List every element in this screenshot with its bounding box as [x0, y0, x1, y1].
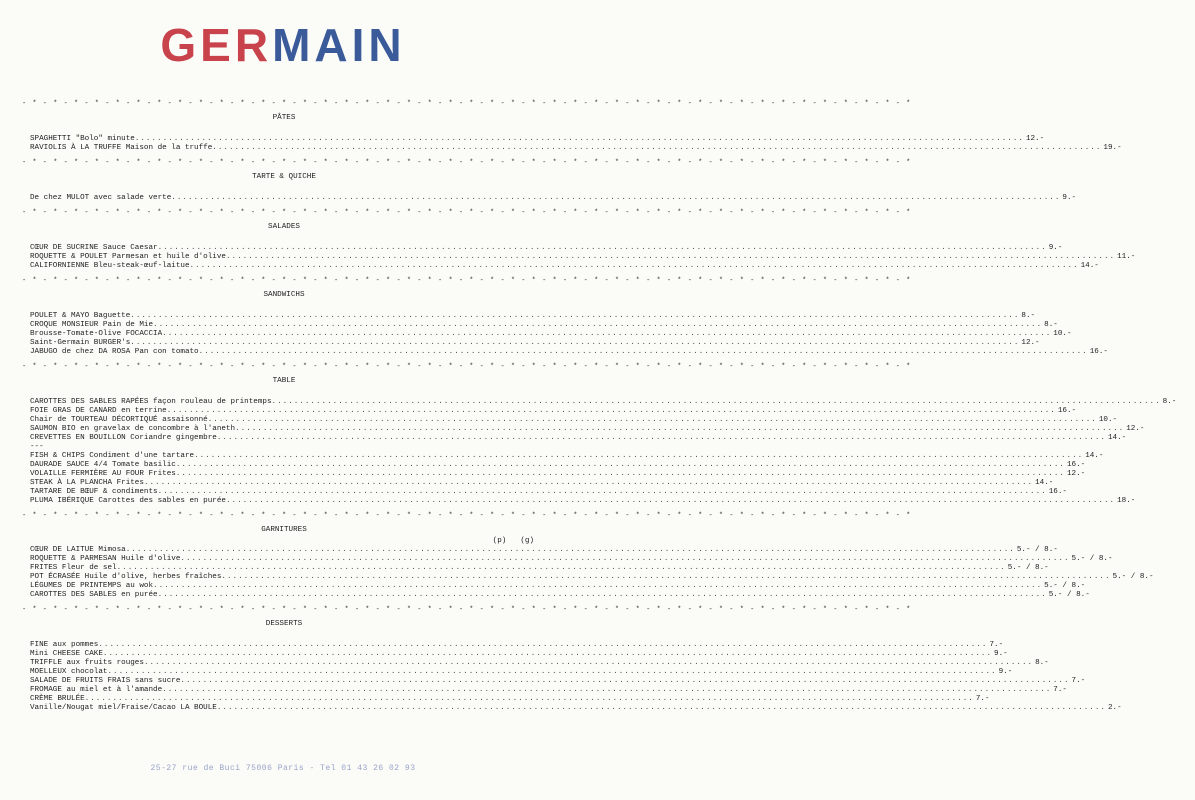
garnitures-column-headers: [24, 537, 544, 546]
menu-item-name: Vanille/Nougat miel/Fraise/Cacao LA BOULE: [30, 704, 217, 712]
menu-item-name: RAVIOLIS À LA TRUFFE Maison de la truffe: [30, 144, 213, 152]
menu-item: [30, 312, 1036, 321]
dot-leader: [103, 650, 992, 659]
logo-letter: R: [234, 19, 273, 71]
menu-item-price: 7.-: [975, 695, 990, 703]
section-title-pates: PÂTES: [272, 114, 296, 122]
menu: [22, 94, 1177, 713]
menu-item: [30, 497, 1136, 506]
menu-item: [30, 479, 1054, 488]
dot-leader: [194, 452, 1083, 461]
dot-leader: [135, 135, 1024, 144]
separator: - * - * - * - * - * - * - * - * - * - * - * - * - * - * - * - * - * - * - * - * - * - * - * - * - * - * - * - * - * - * - * - * - * - * - * - * - * - * - * - * - * - * - *: [22, 277, 912, 285]
menu-item-price: 12.-: [1025, 135, 1045, 143]
menu-item-name: STEAK À LA PLANCHA Frites: [30, 479, 144, 487]
dot-leader: [107, 668, 996, 677]
dot-leader: [180, 555, 1069, 564]
menu-item-name: CALIFORNIENNE Bleu-steak-œuf-laitue: [30, 262, 190, 270]
menu-item-name: Brousse-Tomate-Olive FOCACCIA: [30, 330, 163, 338]
dot-leader: [144, 479, 1033, 488]
separator: - * - * - * - * - * - * - * - * - * - * - * - * - * - * - * - * - * - * - * - * - * - * - * - * - * - * - * - * - * - * - * - * - * - * - * - * - * - * - * - * - * - * - *: [22, 512, 912, 520]
menu-item-name: FINE aux pommes: [30, 641, 99, 649]
menu-item: [30, 321, 1058, 330]
menu-item: [30, 470, 1086, 479]
menu-item-price: 8.-: [1021, 312, 1036, 320]
dot-leader: [226, 253, 1115, 262]
section-desserts: [24, 641, 1122, 713]
dot-leader: [190, 262, 1079, 271]
logo-letter: N: [368, 19, 406, 71]
menu-item-name: Mini CHEESE CAKE: [30, 650, 103, 658]
menu-item-price: 7.-: [989, 641, 1004, 649]
dot-leader: [272, 398, 1161, 407]
dot-leader: [226, 497, 1115, 506]
menu-item: [30, 704, 1122, 713]
menu-item-price: 10.-: [1053, 330, 1072, 338]
menu-item-name: FISH & CHIPS Condiment d'une tartare: [30, 452, 195, 460]
menu-item-name: JABUGO de chez DA ROSA Pan con tomato: [30, 348, 199, 356]
menu-item: [30, 262, 1099, 271]
menu-item-price: 10.-: [1098, 416, 1118, 424]
dot-leader: [126, 546, 1015, 555]
menu-item: [30, 452, 1104, 461]
menu-item: [30, 582, 1086, 591]
column-header-petit: (p): [492, 537, 507, 545]
menu-item-price: 14.-: [1107, 434, 1127, 442]
menu-item-name: SALADE DE FRUITS FRAIS sans sucre: [30, 677, 181, 685]
dot-leader: [180, 677, 1069, 686]
menu-item: [30, 416, 1118, 425]
menu-item-name: FROMAGE au miel et à l'amande: [30, 686, 163, 694]
menu-item: [30, 668, 1013, 677]
dot-leader: [167, 407, 1056, 416]
menu-item-name: LÉGUMES DE PRINTEMPS au wok: [30, 582, 154, 590]
menu-item-price: 7.-: [1053, 686, 1067, 694]
menu-item: [30, 398, 1177, 407]
separator: - * - * - * - * - * - * - * - * - * - * - * - * - * - * - * - * - * - * - * - * - * - * - * - * - * - * - * - * - * - * - * - * - * - * - * - * - * - * - * - * - * - * - *: [22, 363, 912, 371]
menu-item-price: 16.-: [1048, 488, 1067, 496]
menu-item-price: 5.- / 8.-: [1048, 591, 1090, 599]
dot-leader: [158, 488, 1047, 497]
menu-item-name: FRITES Fleur de sel: [30, 564, 117, 572]
dot-leader: [144, 659, 1033, 668]
section-title-sandwichs: SANDWICHS: [263, 291, 305, 299]
dot-leader: [176, 461, 1065, 470]
dot-leader: [221, 573, 1110, 582]
menu-item-price: 8.-: [1044, 321, 1058, 329]
dot-leader: [199, 348, 1088, 357]
menu-item: [30, 244, 1063, 253]
section-title-garnitures: GARNITURES: [261, 526, 307, 534]
dot-leader: [171, 194, 1060, 203]
menu-item-price: 7.-: [1071, 677, 1086, 685]
menu-item-name: POT ÉCRASÉE Huile d'olive, herbes fraîches: [30, 573, 222, 581]
section-table-mains: [24, 452, 1136, 506]
menu-item: [30, 695, 990, 704]
menu-item-price: 16.-: [1066, 461, 1086, 469]
dot-leader: [162, 330, 1051, 339]
dot-leader: [235, 425, 1124, 434]
section-title-salades: SALADES: [268, 223, 300, 231]
menu-item: [30, 659, 1049, 668]
section-pates: [24, 135, 1122, 153]
menu-item-price: 5.- / 8.-: [1007, 564, 1049, 572]
menu-item-price: 8.-: [1035, 659, 1049, 667]
menu-item-name: VOLAILLE FERMIÈRE AU FOUR Frites: [30, 470, 176, 478]
footer-address: 25-27 rue de Buci 75006 Paris - Tel 01 43 26 02 93: [150, 764, 416, 773]
section-table-starters: [24, 398, 1177, 443]
menu-item: [30, 641, 1004, 650]
section-title-desserts: DESSERTS: [265, 620, 303, 628]
menu-item-price: 8.-: [1162, 398, 1177, 406]
menu-item-price: 9.-: [1048, 244, 1063, 252]
menu-item-name: CROQUE MONSIEUR Pain de Mie: [30, 321, 154, 329]
menu-item: [30, 461, 1086, 470]
menu-item-price: 14.-: [1035, 479, 1054, 487]
dot-leader: [176, 470, 1065, 479]
menu-item-price: 2.-: [1107, 704, 1122, 712]
brand-logo: [0, 20, 566, 70]
section-salades: [24, 244, 1136, 271]
menu-item-name: SAUMON BIO en gravelax de concombre à l'aneth: [30, 425, 236, 433]
menu-item-name: CAROTTES DES SABLES RAPÉES façon rouleau de printemps: [30, 398, 272, 406]
menu-item-price: 5.- / 8.-: [1071, 555, 1113, 563]
menu-item-name: FOIE GRAS DE CANARD en terrine: [30, 407, 167, 415]
menu-item-price: 5.- / 8.-: [1044, 582, 1086, 590]
menu-item-price: 18.-: [1117, 497, 1136, 505]
table-divider: ---: [30, 443, 44, 451]
section-title-tarte: TARTE & QUICHE: [252, 173, 316, 181]
menu-item-price: 14.-: [1085, 452, 1104, 460]
menu-item-price: 9.-: [994, 650, 1008, 658]
menu-item-name: TRIFFLE aux fruits rouges: [30, 659, 144, 667]
menu-item-price: 12.-: [1066, 470, 1086, 478]
menu-item-price: 11.-: [1117, 253, 1136, 261]
menu-item-name: De chez MULOT avec salade verte: [30, 194, 172, 202]
menu-item-name: MOELLEUX chocolat: [30, 668, 108, 676]
dot-leader: [212, 144, 1101, 153]
menu-item: [30, 564, 1049, 573]
menu-item: [30, 253, 1136, 262]
menu-item-price: 9.-: [998, 668, 1013, 676]
menu-item: [30, 488, 1067, 497]
section-title-table: TABLE: [272, 377, 296, 385]
dot-leader: [217, 704, 1106, 713]
menu-item: [30, 135, 1045, 144]
menu-item-price: 16.-: [1057, 407, 1077, 415]
dot-leader: [158, 244, 1047, 253]
dot-leader: [130, 312, 1019, 321]
separator: - * - * - * - * - * - * - * - * - * - * - * - * - * - * - * - * - * - * - * - * - * - * - * - * - * - * - * - * - * - * - * - * - * - * - * - * - * - * - * - * - * - * - *: [22, 606, 912, 614]
dot-leader: [85, 695, 974, 704]
menu-item-price: 19.-: [1103, 144, 1122, 152]
dot-leader: [217, 434, 1106, 443]
logo-letter: I: [351, 19, 369, 71]
logo-letter: A: [314, 19, 352, 71]
section-tarte: [24, 194, 1077, 203]
menu-item: [30, 434, 1127, 443]
logo-letter: E: [200, 19, 235, 71]
menu-item-name: ROQUETTE & POULET Parmesan et huile d'olive: [30, 253, 226, 261]
dot-leader: [98, 641, 987, 650]
menu-item: [30, 144, 1122, 153]
menu-item-price: 9.-: [1062, 194, 1077, 202]
dot-leader: [117, 564, 1006, 573]
separator: - * - * - * - * - * - * - * - * - * - * - * - * - * - * - * - * - * - * - * - * - * - * - * - * - * - * - * - * - * - * - * - * - * - * - * - * - * - * - * - * - * - * - *: [22, 100, 912, 108]
menu-item: [30, 407, 1077, 416]
menu-item-name: CREVETTES EN BOUILLON Coriandre gingembre: [30, 434, 217, 442]
menu-item-price: 5.- / 8.-: [1112, 573, 1154, 581]
menu-item: [30, 573, 1154, 582]
dot-leader: [130, 339, 1019, 348]
dot-leader: [208, 416, 1097, 425]
menu-item: [30, 330, 1072, 339]
separator: - * - * - * - * - * - * - * - * - * - * - * - * - * - * - * - * - * - * - * - * - * - * - * - * - * - * - * - * - * - * - * - * - * - * - * - * - * - * - * - * - * - * - *: [22, 159, 912, 167]
menu-item: [30, 348, 1108, 357]
menu-item: [30, 650, 1008, 659]
menu-item: [30, 591, 1090, 600]
menu-item: [30, 194, 1077, 203]
menu-item-name: Saint-Germain BURGER's: [30, 339, 131, 347]
menu-item: [30, 425, 1145, 434]
menu-item-name: CŒUR DE SUCRINE Sauce Caesar: [30, 244, 158, 252]
section-garnitures: [24, 546, 1154, 600]
menu-item: [30, 339, 1040, 348]
dot-leader: [153, 321, 1042, 330]
dot-leader: [153, 582, 1042, 591]
menu-item-name: SPAGHETTI "Bolo" minute: [30, 135, 135, 143]
logo-letter: M: [272, 19, 315, 71]
menu-item-price: 12.-: [1126, 425, 1145, 433]
dot-leader: [162, 686, 1051, 695]
menu-item-name: Chair de TOURTEAU DÉCORTIQUÉ assaisonné: [30, 416, 208, 424]
menu-item-price: 14.-: [1080, 262, 1099, 270]
section-sandwichs: [24, 312, 1108, 357]
separator: - * - * - * - * - * - * - * - * - * - * - * - * - * - * - * - * - * - * - * - * - * - * - * - * - * - * - * - * - * - * - * - * - * - * - * - * - * - * - * - * - * - * - *: [22, 209, 912, 217]
menu-item: [30, 677, 1086, 686]
menu-item-name: POULET & MAYO Baguette: [30, 312, 131, 320]
column-header-grand: (g): [520, 537, 534, 545]
menu-item-name: CAROTTES DES SABLES en purée: [30, 591, 158, 599]
menu-item: [30, 546, 1058, 555]
menu-item: [30, 686, 1067, 695]
menu-item-name: DAURADE SAUCE 4/4 Tomate basilic: [30, 461, 176, 469]
logo-letter: G: [160, 19, 201, 71]
menu-item-name: TARTARE DE BŒUF & condiments: [30, 488, 158, 496]
menu-item-price: 16.-: [1089, 348, 1108, 356]
dot-leader: [158, 591, 1047, 600]
menu-item-name: CRÈME BRULÉE: [30, 695, 85, 703]
menu-item-price: 12.-: [1021, 339, 1040, 347]
menu-item-name: CŒUR DE LAITUE Mimosa: [30, 546, 126, 554]
menu-item-price: 5.- / 8.-: [1016, 546, 1058, 554]
menu-item-name: ROQUETTE & PARMESAN Huile d'olive: [30, 555, 181, 563]
menu-item: [30, 555, 1113, 564]
menu-item-name: PLUMA IBÉRIQUE Carottes des sables en purée: [30, 497, 226, 505]
